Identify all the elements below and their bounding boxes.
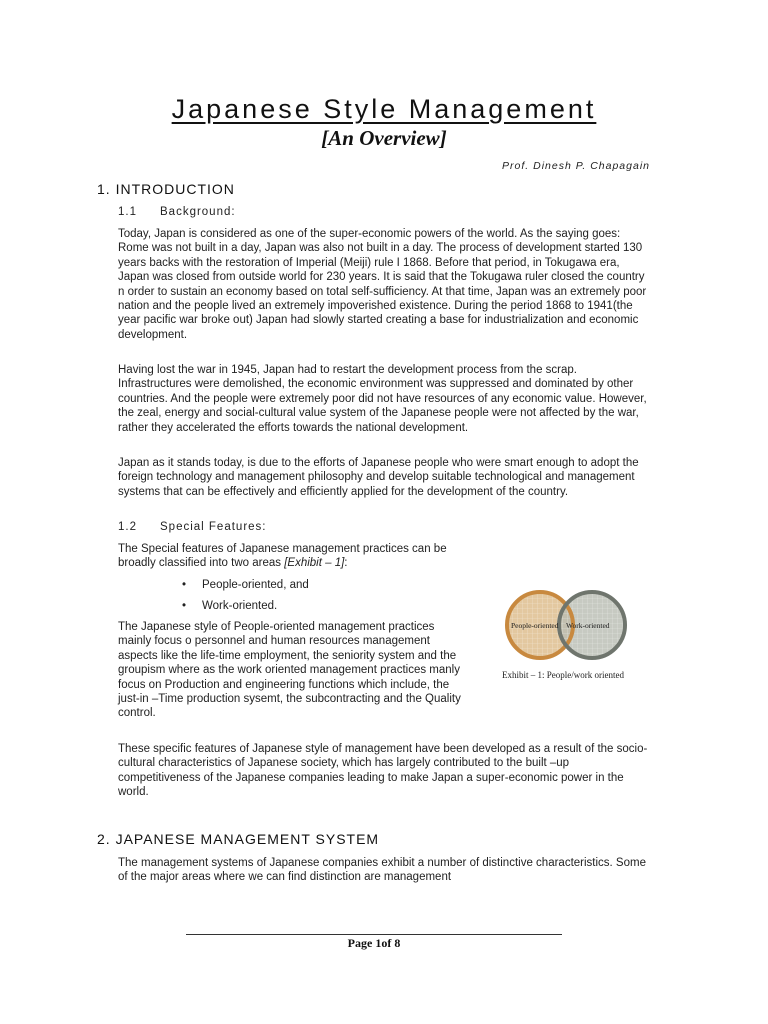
author-name: Prof. Dinesh P. Chapagain xyxy=(502,160,650,172)
management-system-paragraph: The management systems of Japanese companies exhibit a number of distinctive characteristics. Some of the major areas where we can find distinction are management xyxy=(118,857,646,884)
bullet-icon: • xyxy=(182,579,187,591)
bullet-item xyxy=(182,600,277,612)
subsection-title: Background: xyxy=(160,206,236,218)
people-work-paragraph: The Japanese style of People-oriented management practices mainly focus o personnel and human resources management aspects like the life-time employment, the seniority system and the groupism where as the work oriented management practices manly focus on Production and engineering functions which include, the just-in –Time production sysemt, the subcontracting and the Quality control. xyxy=(118,621,461,720)
page-number: Page 1of 8 xyxy=(347,936,401,950)
venn-left-label: People-oriented xyxy=(511,621,559,630)
bullet-icon: • xyxy=(182,600,187,612)
background-paragraph-3: Japan as it stands today, is due to the efforts of Japanese people who were smart enough to adopt the foreign technology and management philosophy and develop suitable technological and management systems that can be effectively and efficiently applied for the development of the country. xyxy=(118,457,639,498)
subsection-1-2-heading xyxy=(118,521,267,533)
exhibit-reference: [Exhibit – 1] xyxy=(284,557,345,570)
background-paragraph-2: Having lost the war in 1945, Japan had to restart the development process from the scrap. Infrastructures were demolished, the economic environment was suppressed and dominated by other countries. And the people were extremely poor did not have resources of any economic value. However, the zeal, energy and social-cultural value system of the Japanese people were not affected by the war, rather they accelerated the efforts towards the national development. xyxy=(118,364,647,434)
venn-right-label: Work-oriented xyxy=(566,621,610,630)
features-intro-text: The Special features of Japanese management practices can be broadly classified into two areas xyxy=(118,543,447,570)
bullet-text: Work-oriented. xyxy=(202,600,278,612)
background-paragraph-1: Today, Japan is considered as one of the super-economic powers of the world. As the saying goes: Rome was not built in a day, Japan was also not built in a day. The process of development started 130 years backs with the restoration of Imperial (Meiji) rule I 1868. Before that period, in Tokugawa era, Japan was closed from outside world for 230 years. It is said that the Tokugawa ruler closed the country n order to sustain an economy based on total self-sufficiency. At that time, Japan was an extremely poor nation and the people lived an extremely impoverished existence. During the period 1868 to 1941(the year pacific war broke out) Japan had slowly started creating a base for industrialization and economic development. xyxy=(118,228,647,341)
subsection-1-1-heading xyxy=(118,206,236,218)
features-intro-colon: : xyxy=(344,557,348,570)
document-title: Japanese Style Management xyxy=(171,94,597,124)
bullet-item xyxy=(182,579,309,591)
subsection-title: Special Features: xyxy=(160,521,267,533)
section-2-heading: 2. JAPANESE MANAGEMENT SYSTEM xyxy=(97,831,380,847)
subsection-number: 1.1 xyxy=(118,206,137,218)
footer-divider xyxy=(186,934,562,935)
bullet-text: People-oriented, and xyxy=(202,579,309,591)
special-features-paragraph xyxy=(118,542,463,571)
document-subtitle: [An Overview] xyxy=(321,126,447,150)
specific-features-paragraph: These specific features of Japanese style of management have been developed as a result of the socio-cultural characteristics of Japanese society, which has largely contributed to the built –up competitiveness of the Japanese companies leading to make Japan a super-economic power in the world. xyxy=(118,743,648,799)
subsection-number: 1.2 xyxy=(118,521,137,533)
section-1-heading: 1. INTRODUCTION xyxy=(97,181,235,197)
venn-diagram xyxy=(502,588,637,668)
figure-caption: Exhibit – 1: People/work oriented xyxy=(502,670,624,680)
